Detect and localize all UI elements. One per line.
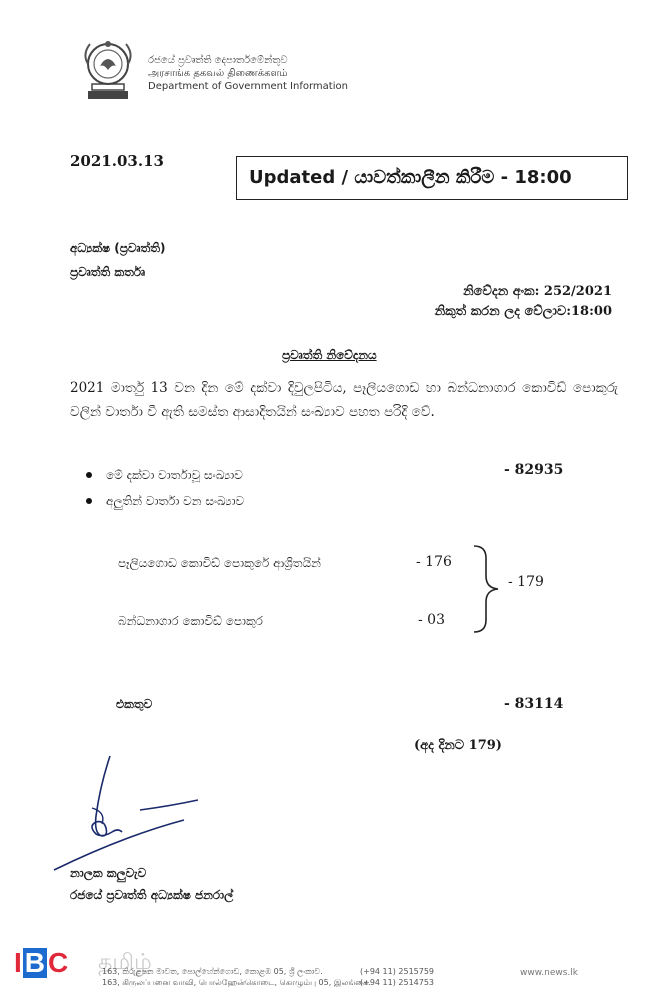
sub-item-value: - 176 [416, 554, 452, 570]
document-date: 2021.03.13 [70, 152, 164, 170]
government-emblem-icon [78, 36, 138, 102]
total-value: - 83114 [504, 696, 564, 712]
ibc-logo-c: C [48, 947, 69, 978]
list-item [86, 488, 244, 514]
footer-address-line-1: 163, කිරුළපන මාවත, පොල්හේන්ගොඩ, කොළඹ 05, ශ්‍රී ලංකාව. [102, 967, 323, 976]
today-note: (අද දිනට 179) [414, 738, 502, 753]
department-name-tamil: அரசாங்க தகவல் திணைக்களம் [148, 68, 288, 79]
bracket-total: - 179 [508, 574, 544, 590]
footer-address-line-2: 163, கிருலப்பனை வாவி, பொல்ஹேன்கொடை, கொழும்பு 05, இலங்கை. [102, 978, 371, 987]
addressee-line-1: අධ්‍යක්ෂ (ප්‍රවෘත්ති) [70, 241, 166, 255]
ibc-watermark: தமிழ் [98, 950, 152, 975]
department-name-english: Department of Government Information [148, 81, 348, 92]
bullet-label: මේ දක්වා වාර්තාවූ සංඛ්‍යාව [106, 468, 243, 482]
ibc-logo [14, 948, 68, 978]
reported-count-value: - 82935 [504, 462, 564, 478]
sub-item-value: - 03 [418, 612, 445, 628]
signature-icon [40, 752, 210, 876]
department-name-sinhala: රජයේ ප්‍රවෘත්ති දෙපාර්තමේන්තුව [148, 55, 288, 66]
bullet-icon [86, 472, 92, 478]
sub-item-label: පෑලියගොඩ කොවිඩ් පොකුරේ ආශ්‍රිතයින් [118, 556, 321, 570]
signer-title: රජයේ ප්‍රවෘත්ති අධ්‍යක්ෂ ජනරාල් [70, 888, 234, 902]
footer-phone-1: (+94 11) 2515759 [360, 967, 435, 976]
footer-phone-2: (+94 11) 2514753 [360, 978, 435, 987]
curly-brace-icon [468, 544, 502, 634]
issue-time: නිකුත් කරන ලද වේලාව:18:00 [434, 304, 612, 319]
footer-website: www.news.lk [520, 968, 578, 978]
footer-address [102, 966, 370, 988]
addressee-block [70, 236, 165, 284]
bullet-icon [86, 498, 92, 504]
ibc-logo-i: I [14, 947, 22, 978]
total-label: එකතුව [116, 697, 153, 711]
ibc-logo-b: B [24, 947, 46, 978]
footer-phones [360, 966, 434, 988]
press-release-heading: ප්‍රවෘත්ති නිවේදනය [282, 348, 377, 362]
addressee-line-2: ප්‍රවෘත්ති කර්තෘ [70, 265, 146, 279]
bullet-list [86, 462, 244, 514]
notice-number: නිවේදන අංක: 252/2021 [463, 284, 612, 299]
intro-paragraph: 2021 මාර්තු 13 වන දින මේ දක්වා දිවුලපිටිය, පෑලියගොඩ හා බන්ධනාගාර කොවිඩ් පොකුරු වලින් වාර්තා වී ඇති සමස්ත ආසාදිතයින් සංඛ්‍යාව පහත පරිදි වේ. [70, 380, 618, 420]
updated-banner: Updated / යාවත්කාලීන කිරීම - 18:00 [236, 156, 628, 200]
department-name-block [148, 54, 348, 93]
sub-item-label: බන්ධනාගාර කොවිඩ් පොකුර [118, 614, 263, 628]
list-item [86, 462, 244, 488]
bullet-label: අලුතින් වාර්තා වන සංඛ්‍යාව [106, 494, 245, 508]
signer-name: නාලක කලුවැව [70, 866, 147, 880]
